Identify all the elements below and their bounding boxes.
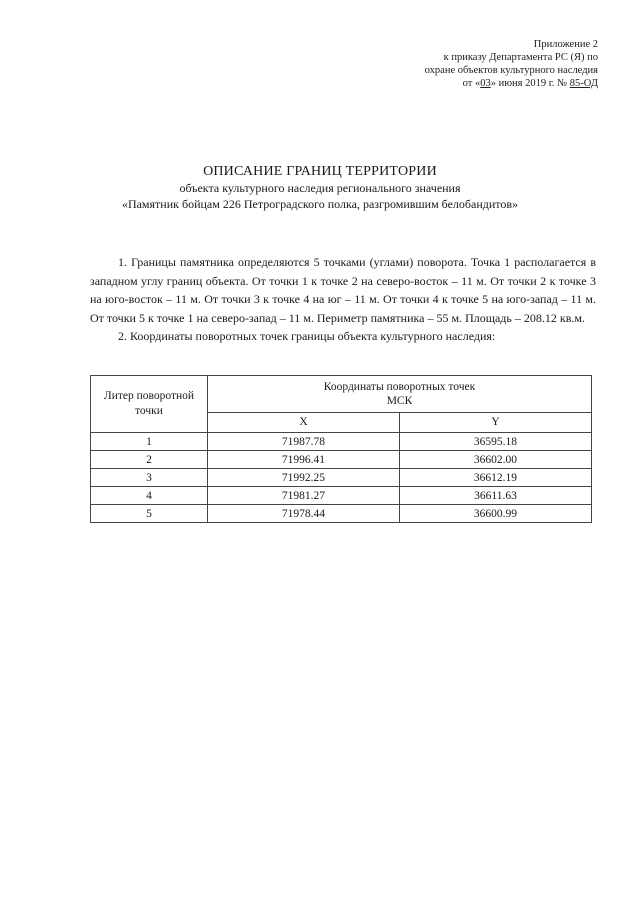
cell-y: 36611.63 — [399, 487, 591, 505]
cell-x: 71992.25 — [208, 469, 400, 487]
paragraph-coordinates-intro: 2. Координаты поворотных точек границы объекта культурного наследия: — [118, 329, 496, 343]
cell-point: 4 — [91, 487, 208, 505]
title-line-1: ОПИСАНИЕ ГРАНИЦ ТЕРРИТОРИИ — [203, 164, 437, 179]
appendix-line-2: к приказу Департамента РС (Я) по — [443, 52, 598, 63]
cell-y: 36612.19 — [399, 469, 591, 487]
cell-point: 1 — [91, 433, 208, 451]
order-date-middle: » июня 2019 г. № — [490, 78, 570, 89]
cell-x: 71978.44 — [208, 505, 400, 523]
table-row — [91, 451, 592, 469]
title-line-3: «Памятник бойцам 226 Петроградского полка, разгромившим белобандитов» — [121, 197, 519, 211]
table-row — [91, 505, 592, 523]
header-coordinates — [208, 376, 592, 413]
header-x: X — [208, 412, 400, 432]
header-coordinates-line-1: Координаты поворотных точек — [323, 380, 476, 393]
appendix-note — [425, 38, 598, 90]
cell-y: 36600.99 — [399, 505, 591, 523]
coordinates-table — [90, 375, 592, 523]
cell-y: 36602.00 — [399, 451, 591, 469]
header-point-letter: Литер поворотной точки — [91, 376, 208, 433]
appendix-line-1: Приложение 2 — [533, 39, 598, 50]
appendix-line-4 — [425, 77, 598, 90]
cell-y: 36595.18 — [399, 433, 591, 451]
cell-point: 5 — [91, 505, 208, 523]
order-date-prefix: от « — [462, 78, 481, 89]
body-text — [90, 253, 596, 346]
cell-x: 71981.27 — [208, 487, 400, 505]
header-coordinates-line-2: МСК — [386, 394, 413, 407]
cell-point: 3 — [91, 469, 208, 487]
title-line-2: объекта культурного наследия регионального значения — [179, 181, 461, 195]
table-row — [91, 433, 592, 451]
cell-x: 71987.78 — [208, 433, 400, 451]
document-title — [60, 163, 580, 212]
cell-x: 71996.41 — [208, 451, 400, 469]
appendix-line-3: охране объектов культурного наследия — [424, 65, 598, 76]
order-number: 85-ОД — [569, 78, 598, 89]
paragraph-boundaries: 1. Границы памятника определяются 5 точками (углами) поворота. Точка 1 располагается в западном углу границ объекта. От точки 1 к точке 2 на северо-восток – 11 м. От точки 2 к точке 3 на юго-восток – 11 м. От точки 3 к точке 4 на юг – 11 м. От точки 4 к точке 5 на юго-запад – 11 м. От точки 5 к точке 1 на северо-запад – 11 м. Периметр памятника – 55 м. Площадь – 208.12 кв.м. — [90, 255, 596, 325]
header-y: Y — [399, 412, 591, 432]
order-date-day: 03 — [480, 78, 491, 89]
table-row — [91, 469, 592, 487]
cell-point: 2 — [91, 451, 208, 469]
table-header-row — [91, 376, 592, 413]
table-row — [91, 487, 592, 505]
